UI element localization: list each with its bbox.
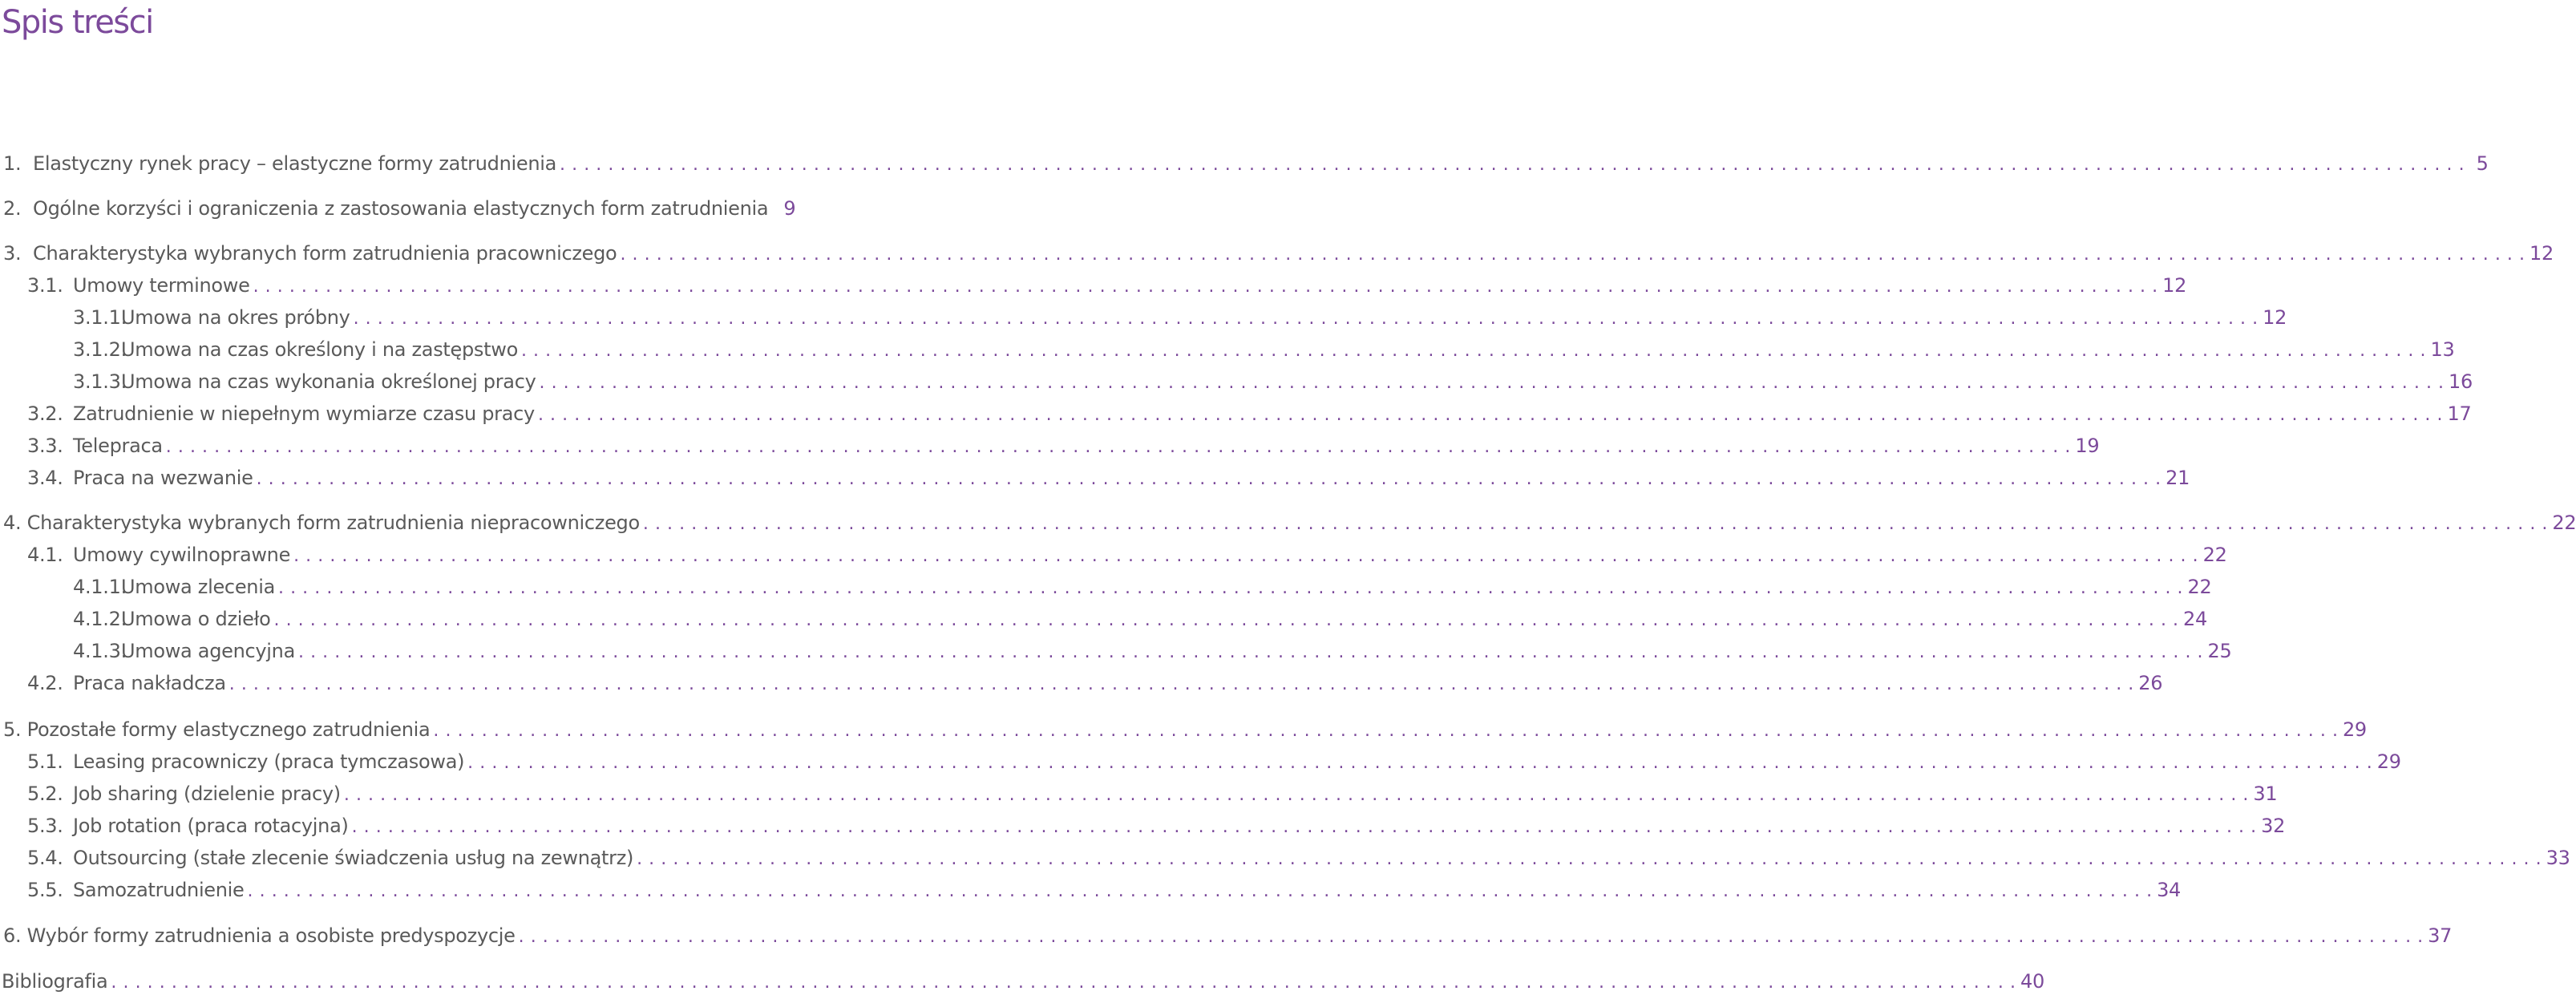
toc-entry-label: Umowa na czas określony i na zastępstwo: [121, 338, 518, 361]
dot-leader: [257, 465, 2161, 494]
toc-entry-page: 5: [2476, 152, 2489, 175]
dot-leader: [273, 606, 2178, 635]
toc-entry-5-3[interactable]: [27, 811, 2286, 840]
dot-leader: [111, 969, 2016, 997]
page-title: Spis treści: [2, 4, 153, 41]
toc-entry-5-2[interactable]: [27, 779, 2278, 808]
dot-leader: [344, 781, 2249, 810]
dot-leader: [643, 510, 2548, 539]
toc-entry-3[interactable]: [3, 239, 2554, 268]
toc-entry-page: 12: [2263, 306, 2287, 329]
toc-entry-number: 4.1.1.: [73, 576, 127, 598]
toc-entry-label: Job sharing (dzielenie pracy): [73, 783, 341, 805]
toc-entry-number: 3.1.3.: [73, 370, 127, 393]
toc-entry-label: Outsourcing (stałe zlecenie świadczenia usług na zewnątrz): [73, 847, 634, 869]
toc-entry-number: 2.: [3, 197, 22, 220]
toc-entry-4-2[interactable]: [27, 669, 2163, 698]
toc-entry-4-1-3[interactable]: [73, 637, 2232, 665]
toc-entry-label: Umowy cywilnoprawne: [73, 544, 291, 566]
toc-entry-label: Job rotation (praca rotacyjna): [73, 815, 349, 837]
toc-entry-4-1-1[interactable]: [73, 572, 2212, 601]
toc-entry-page: 22: [2187, 576, 2212, 598]
toc-entry-page: 40: [2020, 970, 2044, 993]
toc-entry-label: Elastyczny rynek pracy – elastyczne formy zatrudnienia: [32, 152, 557, 175]
toc-entry-number: 5.2.: [27, 783, 63, 805]
toc-entry-label: Umowa na czas wykonania określonej pracy: [121, 370, 536, 393]
toc-entry-number: 6.: [3, 924, 22, 947]
toc-entry-label: Ogólne korzyści i ograniczenia z zastosowania elastycznych form zatrudnienia: [32, 197, 769, 220]
toc-entry-label: Wybór formy zatrudnienia a osobiste predyspozycje: [26, 924, 516, 947]
toc-entry-5-1[interactable]: [27, 747, 2401, 776]
toc-entry-label: Zatrudnienie w niepełnym wymiarze czasu pracy: [73, 402, 535, 425]
toc-entry-page: 21: [2166, 467, 2190, 489]
toc-entry-page: 34: [2157, 879, 2182, 901]
toc-entry-3-1-2[interactable]: [73, 335, 2455, 364]
toc-entry-number: 4.: [3, 512, 22, 534]
toc-entry-label: Praca nakładcza: [73, 672, 226, 694]
toc-entry-number: 3.1.: [27, 274, 63, 297]
dot-leader: [540, 369, 2445, 398]
dot-leader: [278, 574, 2183, 603]
toc-entry-page: 29: [2342, 718, 2367, 741]
toc-entry-number: 4.1.2.: [73, 608, 127, 630]
toc-entry-4-1[interactable]: [27, 540, 2227, 569]
toc-entry-page: 16: [2449, 370, 2473, 393]
toc-entry-4-1-2[interactable]: [73, 605, 2207, 633]
toc-entry-page: 25: [2207, 640, 2232, 662]
toc-entry-label: Umowa o dzieło: [121, 608, 271, 630]
toc-entry-label: Charakterystyka wybranych form zatrudnienia pracowniczego: [32, 242, 617, 265]
toc-entry-3-3[interactable]: [27, 431, 2100, 460]
toc-entry-page: 33: [2546, 847, 2570, 869]
toc-entry-label: Charakterystyka wybranych form zatrudnienia niepracowniczego: [26, 512, 640, 534]
dot-leader: [298, 638, 2203, 667]
toc-entry-page: 13: [2430, 338, 2455, 361]
dot-leader: [521, 337, 2426, 366]
toc-entry-page: 26: [2138, 672, 2163, 694]
toc-entry-label: Pozostałe formy elastycznego zatrudnienia: [26, 718, 431, 741]
toc-entry-2[interactable]: [3, 194, 796, 223]
toc-entry-number: 4.2.: [27, 672, 63, 694]
dot-leader: [620, 241, 2525, 269]
toc-entry-3-1-3[interactable]: [73, 367, 2473, 396]
toc-entry-page: 9: [783, 197, 796, 220]
toc-entry-number: 3.4.: [27, 467, 63, 489]
toc-entry-label: Bibliografia: [2, 970, 108, 993]
toc-entry-number: 3.: [3, 242, 22, 265]
toc-entry-page: 37: [2428, 924, 2453, 947]
toc-entry-page: 24: [2183, 608, 2207, 630]
dot-leader: [538, 401, 2443, 430]
toc-entry-number: 5.4.: [27, 847, 63, 869]
toc-entry-label: Telepraca: [73, 435, 163, 457]
dot-leader: [352, 813, 2257, 842]
toc-entry-page: 22: [2202, 544, 2227, 566]
dot-leader: [433, 717, 2338, 746]
toc-entry-page: 32: [2261, 815, 2286, 837]
toc-entry-bibliography[interactable]: [2, 967, 2044, 996]
toc-entry-label: Samozatrudnienie: [73, 879, 245, 901]
toc-entry-number: 4.1.3.: [73, 640, 127, 662]
toc-entry-number: 5.1.: [27, 750, 63, 773]
dot-leader: [248, 877, 2153, 906]
toc-entry-number: 5.3.: [27, 815, 63, 837]
toc-entry-page: 12: [2162, 274, 2187, 297]
toc-entry-page: 22: [2552, 512, 2576, 534]
dot-leader: [293, 542, 2198, 571]
dot-leader: [467, 749, 2372, 778]
toc-entry-number: 3.3.: [27, 435, 63, 457]
toc-entry-3-1[interactable]: [27, 271, 2187, 300]
toc-entry-4[interactable]: [3, 508, 2576, 537]
toc-entry-label: Praca na wezwanie: [73, 467, 253, 489]
toc-entry-3-2[interactable]: [27, 399, 2472, 428]
toc-entry-1[interactable]: [3, 149, 2489, 178]
toc-entry-5[interactable]: [3, 715, 2367, 744]
dot-leader: [637, 845, 2542, 874]
toc-entry-page: 17: [2447, 402, 2472, 425]
toc-entry-number: 4.1.: [27, 544, 63, 566]
toc-entry-3-1-1[interactable]: [73, 303, 2287, 332]
toc-entry-label: Umowa na okres próbny: [121, 306, 350, 329]
toc-entry-number: 3.2.: [27, 402, 63, 425]
toc-entry-page: 31: [2253, 783, 2278, 805]
toc-entry-number: 3.1.2.: [73, 338, 127, 361]
toc-entry-number: 3.1.1.: [73, 306, 127, 329]
dot-leader: [253, 273, 2158, 301]
toc-entry-page: 19: [2075, 435, 2100, 457]
toc-entry-5-5[interactable]: [27, 876, 2182, 904]
toc-entry-5-4[interactable]: [27, 843, 2570, 872]
toc-entry-6[interactable]: [3, 921, 2453, 950]
dot-leader: [354, 305, 2259, 334]
toc-entry-page: 29: [2376, 750, 2401, 773]
toc-entry-label: Umowa zlecenia: [121, 576, 275, 598]
toc-entry-number: 5.5.: [27, 879, 63, 901]
dot-leader: [560, 151, 2465, 180]
dot-leader: [166, 433, 2071, 462]
toc-entry-label: Leasing pracowniczy (praca tymczasowa): [73, 750, 465, 773]
toc-entry-label: Umowa agencyjna: [121, 640, 295, 662]
dot-leader: [229, 670, 2134, 699]
toc-entry-label: Umowy terminowe: [73, 274, 250, 297]
toc-entry-number: 1.: [3, 152, 22, 175]
dot-leader: [519, 923, 2424, 952]
toc-entry-3-4[interactable]: [27, 463, 2190, 492]
toc-entry-page: 12: [2529, 242, 2554, 265]
toc-entry-number: 5.: [3, 718, 22, 741]
